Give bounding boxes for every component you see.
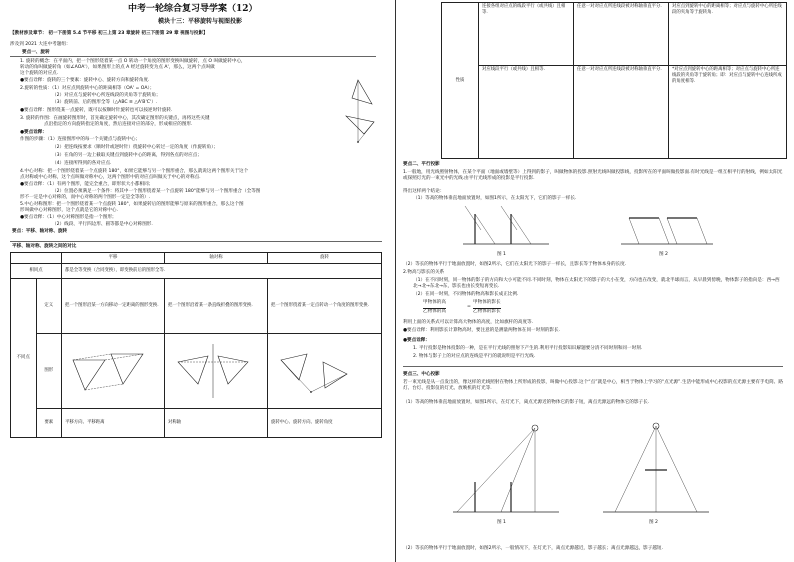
diff-label: 不同点 bbox=[11, 279, 37, 438]
central-figure-1 bbox=[451, 420, 561, 518]
rotation-drawing: 3. 旋转的作图：在画旋转图形时，首先确定旋转中心，其次确定图形的关键点，再将这些关键 bbox=[20, 116, 210, 121]
property-rotation-2: *对应点到旋转中心的距离相等；对应点与旋转中心所连线段的夹角等于旋转角；即：对应点与旋转中心连线所成的角度相等. bbox=[669, 66, 787, 159]
elements-reflection: 对称轴 bbox=[165, 409, 268, 438]
central-symmetric-figure-definition: 5.中心对称图形：把一个图形绕着某一个点旋转 180°，如果旋转后的图形能够与原来的图形重合，那么这个图 bbox=[20, 202, 244, 207]
section-parallel-projection: 要点二、平行投影 bbox=[403, 162, 440, 167]
height-shadow-point-1: （1）在不同时刻，同一物体的影子的方向和大小可能不同.不同时刻，物体在太阳光下的影子的大小在变，方向也在改变，就北半球而言，从早晨到傍晚，物体影子的指向是：西→西北→北→东北→东，影长也由长变短再变长. bbox=[413, 278, 780, 289]
definition-label: 定义 bbox=[36, 279, 62, 334]
table-corner-cell bbox=[11, 253, 62, 264]
translation-figure bbox=[65, 340, 155, 400]
table-head-translation: 平移 bbox=[62, 253, 165, 264]
rotation-property-3: （3）旋转前、后的图形全等（△ABC ≌ △A'B'C'）. bbox=[52, 100, 158, 105]
property-reflection-1: 任意一对对应点所连线段被对称轴垂直平分. bbox=[574, 3, 669, 66]
drawing-step-1: 作图的步骤：（1）连接图形中的每一个关键点与旋转中心； bbox=[20, 137, 141, 142]
table-row-figure bbox=[11, 334, 382, 409]
elements-translation: 平移方向、平移距离 bbox=[62, 409, 165, 438]
central-projection-point-1: （1）等高的物体垂直地面放置时，如图1所示，在灯光下，离点光源近的物体它的影子短，离点光源远的物体它的影子长. bbox=[403, 400, 650, 405]
table-row-definition bbox=[11, 279, 382, 334]
parallel-figure-1 bbox=[461, 204, 551, 250]
comparison-table bbox=[10, 252, 382, 438]
section-central-projection: 要点三、中心投影 bbox=[403, 372, 440, 377]
table-row-same bbox=[11, 264, 382, 279]
elements-label: 要素 bbox=[36, 409, 62, 438]
central-figure-2-caption: 图 2 bbox=[649, 520, 658, 525]
property-translation-2: 对应线段平行（或共线）且相等. bbox=[479, 66, 574, 159]
parallel-tip-1: 1. 平行投影是物体投影的一种，是在平行光线的照射下产生的.利用平行投影知识解题要分清不同时刻和同一时刻. bbox=[413, 346, 643, 351]
section-rule bbox=[10, 56, 376, 57]
property-rotation-1: 对应点到旋转中心的距离相等；对应点与旋转中心所连线段的夹角等于旋转角. bbox=[669, 3, 787, 66]
rotation-property-2: （2）对应点与旋转中心所连线段的夹角等于旋转角； bbox=[52, 93, 161, 98]
central-symmetry-tip-1: ●要点诠释：（1）有两个图形，能完全重合，即形状大小都相同； bbox=[20, 182, 154, 187]
parallel-conclusion-2: （2）等长的物体平行于地面放置时，如图2所示，它们在太阳光下的影子一样长，且影长等于物体本身的长度. bbox=[403, 262, 627, 267]
central-figure-2 bbox=[601, 420, 711, 518]
rotation-definition: 1. 旋转的概念：在平面内，把一个图形绕着某一点 O 转动一个角度的图形变换叫做旋转，点 O 叫做旋转中心， bbox=[20, 59, 246, 64]
definition-rotation: 把一个图形绕着某一定点转动一个角度的图形变换. bbox=[268, 279, 382, 334]
rotation-definition-line3: 这个旋转的对应点. bbox=[20, 71, 59, 76]
central-symmetry-definition-line2: 点对称或中心对称，这个点叫做对称中心，这两个图形中的对应点叫做关于中心的对称点. bbox=[20, 175, 201, 180]
properties-table bbox=[441, 2, 787, 159]
height-shadow-point-2: （2）在同一时刻，不同物体的物高和影长成正比例. bbox=[413, 292, 519, 297]
central-symmetry-tip-2: （2）位置必须满足一个条件：将其中一个图形绕着某一个点旋转 180°能够与另一个图形重合（全等图 bbox=[52, 189, 261, 194]
same-content: 都是全等变换（合同变换），即变换前后的图形全等. bbox=[62, 264, 382, 279]
worksheet-title: 中考一轮综合复习导学案（12） bbox=[128, 4, 258, 14]
drawing-tip-heading: ●要点诠释： bbox=[20, 130, 47, 135]
figure-rotation-cell bbox=[268, 334, 382, 409]
ratio-equals: = bbox=[467, 304, 471, 309]
parallel-tip-2: 2. 物体与影子上的对应点的连线是平行的就说明是平行光线. bbox=[413, 354, 536, 359]
property-translation-1: 连接各组对应点的线段平行（或共线）且相等. bbox=[479, 3, 574, 66]
section-rotation-heading: 要点一、旋转 bbox=[22, 50, 50, 55]
central-projection-text: 若一束光线是从一点发出的，像这样的光线照射在物体上所形成的投影，叫做中心投影.这个“点”就是中心，相当于物体上学习的“点光源”.生活中能形成中心投影的点光源主要有手电筒、路灯、台灯、投影仪的灯光、放映机的灯光等. bbox=[403, 380, 783, 391]
parallel-figure-1-caption: 图 1 bbox=[497, 252, 506, 257]
table-row-elements bbox=[11, 409, 382, 438]
table-rule bbox=[10, 241, 382, 242]
parallel-figure-2 bbox=[619, 204, 715, 250]
central-projection-point-2: （2）等长的物体平行于地面放置时，如图2所示，一般情况下，在灯光下，离点光源越近，影子越长；离点光源越远，影子越短. bbox=[403, 546, 663, 551]
rotation-figure bbox=[338, 78, 382, 144]
drawing-step-4: （4）连接所得到的各对应点. bbox=[52, 161, 112, 166]
figure-label: 图形 bbox=[36, 334, 62, 409]
column-divider bbox=[395, 0, 396, 562]
drawing-step-3: （3）在角的另一边上截取关键点到旋转中心的距离，得到各点的对应点； bbox=[52, 153, 202, 158]
table-header-row bbox=[11, 253, 382, 264]
ratio-denominator-left: 乙物体的高 bbox=[423, 309, 446, 314]
rotation-property-1: 2.旋转的性质：（1）对应点到旋转中心的距离相等（OA' = OA）； bbox=[20, 86, 155, 91]
rotation-direction-tip: ●要点诠释：图形绕某一点旋转，既可以按顺时针旋转也可以按逆时针旋转. bbox=[20, 108, 173, 113]
table-head-rotation: 旋转 bbox=[268, 253, 382, 264]
same-time-tip: ●要点诠释：利用影长计算物高时，要注意的是测量两物体在同一时刻的影长. bbox=[403, 328, 561, 333]
parallel-tip-heading: ●要点诠释： bbox=[403, 338, 430, 343]
rotation-elements-tip: ●要点诠释：旋转的三个要素：旋转中心、旋转方向和旋转角度. bbox=[20, 78, 150, 83]
exam-reference: 涉及到 2021 大连中考题组： bbox=[10, 42, 71, 47]
right-column bbox=[401, 0, 787, 562]
properties-label: 性质 bbox=[442, 3, 479, 159]
section-rule-3 bbox=[403, 366, 783, 367]
parallel-conclusions: 得出这样两个结论： bbox=[403, 189, 445, 194]
figure-translation-cell bbox=[62, 334, 165, 409]
left-column bbox=[8, 0, 390, 562]
module-title: 模块十三：平移旋转与视图投影 bbox=[158, 18, 243, 25]
properties-row-2 bbox=[442, 66, 787, 159]
rotation-compare-figure bbox=[271, 340, 361, 400]
central-symmetric-tip-1: ●要点诠释：（1）中心对称图形是指一个图形； bbox=[20, 215, 117, 220]
central-symmetry-tip-3: 形不一定是中心对称的，而中心对称的两个图形一定是全等的）. bbox=[20, 195, 151, 200]
same-label: 相同点 bbox=[11, 264, 62, 279]
drawing-step-2: （2）把连线按要求（顺时针或逆时针）绕旋转中心转过一定的角度（作旋转角）； bbox=[52, 145, 219, 150]
central-symmetry-definition: 4.中心对称：把一个图形绕着某一个点旋转 180°，如果它能够与另一个图形重合，那么就说这两个图形关于这个 bbox=[20, 169, 249, 174]
parallel-figure-2-caption: 图 2 bbox=[659, 252, 668, 257]
definition-translation: 把一个图形沿某一方向移动一定距离的图形变换. bbox=[62, 279, 165, 334]
elements-rotation: 旋转中心、旋转方向、旋转角度 bbox=[268, 409, 382, 438]
rotation-drawing-line2: 点沿指定的方向旋转指定的角度，然后连接对应的部分，形成相应的图形. bbox=[44, 122, 193, 127]
figure-reflection-cell bbox=[165, 334, 268, 409]
ratio-numerator-right: 甲物体的影长 bbox=[473, 300, 501, 305]
ratio-numerator-left: 甲物体的高 bbox=[423, 300, 446, 305]
rotation-definition-line2: 转动的角叫做旋转角（如∠AOA'），如果图形上的点 A 经过旋转变为点 A'，那么，这两个点叫做 bbox=[20, 65, 215, 70]
reflection-figure bbox=[168, 340, 258, 400]
parallel-projection-text: 1.一般地，用光线照射物体，在某个平面（地面或墙壁等）上得到的影子，叫做物体的投影.照射光线叫做投影线，投影所在的平面叫做投影面.有时光线是一组互相平行的射线，例如太阳光或探照灯光的一束光中的光线.由平行光线形成的投影是平行投影. bbox=[403, 170, 783, 181]
central-symmetric-tip-2: （2）线段、平行四边形、圆等都是中心对称图形. bbox=[52, 222, 153, 227]
central-figure-1-caption: 图 1 bbox=[497, 520, 506, 525]
property-reflection-2: 任意一对对应点所连线段被对称轴垂直平分. bbox=[574, 66, 669, 159]
height-shadow-heading: 2.物高与影长的关系 bbox=[403, 270, 445, 275]
height-calculation-note: 利用上面的关系式可以计算高大物体的高度，比如旗杆的高度等. bbox=[403, 320, 534, 325]
comparison-table-title: 平移、轴对称、旋转之间的对比 bbox=[12, 244, 77, 249]
ratio-denominator-right: 乙物体的影长 bbox=[473, 309, 501, 314]
section-transform-heading: 要点：平移、轴对称、旋转 bbox=[12, 229, 68, 234]
table-head-reflection: 轴对称 bbox=[165, 253, 268, 264]
parallel-conclusion-1: （1）等高的物体垂直地面放置时，如图1所示，在太阳光下，它们的影子一样长. bbox=[413, 196, 577, 201]
properties-row-1 bbox=[442, 3, 787, 66]
textbook-chapters: 【教材涉及章节： 初一下册第 5.4 节平移 初三上第 23 章旋转 初三下册第 29 章 视图与投影】 bbox=[10, 31, 208, 36]
definition-reflection: 把一个图形沿着某一条直线折叠的图形变换. bbox=[165, 279, 268, 334]
central-symmetric-figure-definition-line2: 形叫做中心对称图形，这个点就是它的对称中心. bbox=[20, 208, 118, 213]
